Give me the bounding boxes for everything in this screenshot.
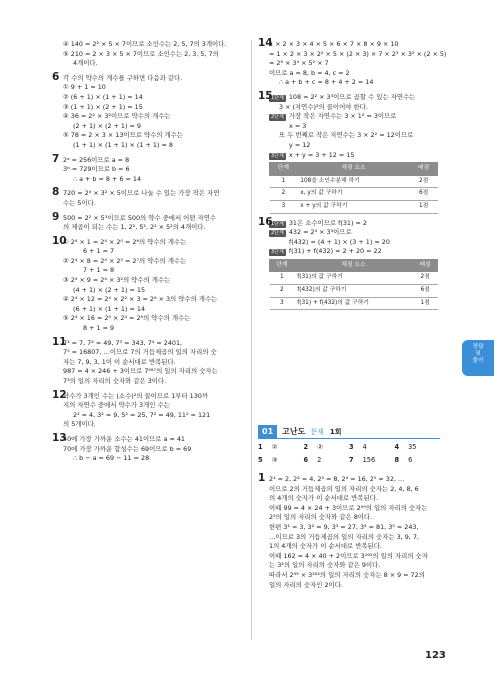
solution-line: 이므로 a = 8, b = 4, c = 2: [269, 68, 350, 77]
solution-line: 500 = 2² × 5³이므로 500의 약수 중에서 어떤 자연수: [63, 213, 217, 222]
right-column: [258, 37, 447, 315]
solution-line: f(31) + f(432) = 2 + 20 = 22: [288, 247, 382, 256]
step-badge: 2단계: [271, 230, 284, 237]
solution-line: f(432) = (4 + 1) × (3 + 1) = 20: [289, 237, 390, 246]
solution-line: 8 + 1 = 9: [83, 324, 115, 333]
section-round: 1회: [329, 427, 342, 436]
problem-16: [258, 215, 438, 311]
solution-line: 108 = 2² × 3³이므로 곱할 수 있는 자연수는: [288, 92, 416, 101]
table-cell: 1점: [410, 200, 438, 213]
solution-line: 7⁵ = 16807, …이므로 7의 거듭제곱의 일의 자리의 숫: [63, 348, 217, 357]
answer-item: [304, 454, 350, 467]
table-cell: x, y의 값 구하기: [297, 188, 409, 201]
solution-line: 7¹ = 7, 7² = 49, 7³ = 343, 7⁴ = 2401,: [63, 338, 183, 347]
table-row: [270, 188, 438, 201]
section-title: 고난도: [282, 427, 306, 436]
answer-number: 3: [349, 443, 354, 451]
solution-line: …이므로 3의 거듭제곱의 일의 자리의 숫자는 3, 9, 7,: [269, 532, 419, 541]
problem-15: [258, 89, 438, 214]
solution-line: 720 = 2⁴ × 3² × 5이므로 나눌 수 있는 가장 작은 자연: [63, 189, 220, 198]
solution-line: 3 × (자연수)²의 꼴이어야 한다.: [279, 102, 368, 111]
column-divider: [251, 40, 252, 640]
solution-line: ⑤ 78 = 2 × 3 × 13이므로 약수의 개수는: [63, 131, 184, 140]
problem-block: [52, 431, 248, 464]
table-header: 단계: [270, 163, 298, 176]
table-cell: 108을 소인수분해 하기: [297, 175, 409, 188]
answer-value: 2: [317, 456, 322, 464]
step-badge: 3단계: [271, 152, 284, 159]
problem-number: 9: [52, 210, 60, 223]
problem-number: 6: [52, 70, 60, 83]
answer-item: [395, 441, 441, 454]
table-row: [270, 175, 438, 188]
problem-number: 13: [52, 431, 67, 444]
solution-line: 1 × 2 × 3 × 4 × 5 × 6 × 7 × 8 × 9 × 10: [269, 40, 399, 48]
answer-item: [349, 441, 395, 454]
problem-number: 7: [52, 152, 60, 165]
answer-value: ②: [317, 443, 324, 451]
problem-block: [52, 40, 248, 69]
answer-item: [258, 441, 304, 454]
solution-line: 이때 99 = 4 × 24 + 3이므로 2⁹⁹의 일의 자리의 숫자는: [269, 503, 428, 512]
solution-line: 2² = 4, 3² = 9, 5² = 25, 7² = 49, 11² = 121: [73, 410, 211, 419]
solution-line: 의 5개이다.: [63, 420, 96, 429]
answer-item: [349, 454, 395, 467]
solution-line: ② (6 + 1) × (1 + 1) = 14: [63, 92, 143, 101]
solution-line: ④ 2⁴ × 12 = 2⁴ × 2² × 3 = 2⁶ × 3의 약수의 개수는: [63, 295, 218, 304]
problem-number: 11: [52, 335, 67, 348]
solution-line: 자는 7, 9, 3, 1이 이 순서대로 반복된다.: [63, 357, 176, 366]
solution-line: 7 + 1 = 8: [83, 266, 115, 275]
solution-line: 4개이다.: [73, 59, 98, 68]
solution-line: (1 + 1) × (1 + 1) × (1 + 1) = 8: [73, 140, 173, 149]
solution-line: ① 2⁴ × 1 = 2⁴ × 2⁰ = 2⁶의 약수의 개수는: [63, 237, 187, 246]
answer-value: ②: [271, 443, 278, 451]
table-cell: f(31)의 값 구하기: [294, 272, 413, 285]
solution-line: ⑤ 210 = 2 × 3 × 5 × 7이므로 소인수는 2, 3, 5, 7의: [63, 49, 219, 58]
step-badge: 1단계: [271, 220, 284, 227]
section-header: [258, 425, 440, 439]
problem-number: 15: [258, 89, 273, 102]
solution-line: 한편 3¹ = 3, 3² = 9, 3³ = 27, 3⁴ = 81, 3⁵ = 243,: [269, 522, 419, 531]
solution-line: ③ (1 + 1) × (2 + 1) = 15: [63, 102, 143, 111]
answer-number: 5: [258, 456, 263, 464]
table-header: 단계: [270, 259, 295, 272]
solution-line: = 2⁸ × 3⁴ × 5² × 7: [269, 59, 329, 68]
step-badge: 3단계: [271, 249, 284, 256]
scoring-table: [269, 162, 438, 213]
table-row: [270, 272, 438, 285]
difficulty-section: [258, 425, 440, 595]
solution-line: ① 9 + 1 = 10: [63, 83, 106, 92]
solution-line: 이때 162 = 4 × 40 + 2이므로 3¹⁶²의 일의 자리의 숫자: [269, 551, 428, 560]
solution-line: 수는 5이다.: [63, 198, 96, 207]
answer-side-tab[interactable]: [462, 340, 494, 376]
table-cell: 6점: [413, 285, 438, 298]
table-row: [270, 297, 438, 310]
table-row: [270, 285, 438, 298]
side-tab-label: 및: [475, 351, 481, 357]
problem-number: 10: [52, 234, 67, 247]
problem-number: 14: [258, 37, 273, 49]
step-badge: 2단계: [271, 114, 284, 121]
solution-line: = 1 × 2 × 3 × 2² × 5 × (2 × 3) × 7 × 2³ × 3² × (2 × 5): [269, 49, 447, 58]
problem-14: [258, 37, 447, 88]
solution-line: (4 + 1) × (2 + 1) = 15: [73, 285, 146, 294]
answer-number: 7: [349, 456, 354, 464]
solution-line: 6 + 1 = 7: [83, 247, 115, 256]
answer-item: [304, 441, 350, 454]
table-cell: f(31) + f(432)의 값 구하기: [294, 297, 413, 310]
solution-line: 지의 자연수 중에서 약수가 3개인 수는: [63, 401, 170, 410]
solution-line: 따라서 2⁹⁹ × 3¹⁶²의 일의 자리의 숫자는 8 × 9 = 72의: [269, 570, 425, 579]
solution-line: 약수가 3개인 수는 (소수)²의 꼴이므로 1부터 130까: [63, 391, 209, 400]
answer-number: 4: [394, 443, 400, 451]
table-cell: f(432)의 값 구하기: [294, 285, 413, 298]
solution-line: ⑤ 2⁴ × 16 = 2⁴ × 2⁴ = 2⁸의 약수의 개수는: [63, 314, 191, 323]
solution-line: x + y = 3 + 12 = 15: [288, 150, 355, 159]
solution-line: 2¹ = 2, 2² = 4, 2³ = 8, 2⁴ = 16, 2⁵ = 32, …: [269, 475, 405, 483]
problem-number: 1: [258, 472, 266, 484]
table-header: 채점 요소: [294, 259, 413, 272]
solution-line: 각 수의 약수의 개수를 구하면 다음과 같다.: [63, 73, 183, 82]
answer-value: 156: [362, 456, 376, 464]
solution-line: 70에 가장 가까운 합성수는 69이므로 b = 69: [63, 444, 192, 453]
solution-line: 987 = 4 × 246 + 3이므로 7⁹⁸⁷의 일의 자리의 숫자는: [63, 367, 218, 376]
solution-line: 일의 자리의 숫자인 2이다.: [269, 580, 343, 589]
table-row: [270, 200, 438, 213]
solution-line: ∴ a + b + c = 8 + 4 + 2 = 14: [279, 78, 374, 87]
table-header: 배점: [413, 259, 438, 272]
problem-number: 12: [52, 388, 67, 401]
solution-line: 3ᵇ = 729이므로 b = 6: [63, 165, 130, 174]
answer-number: 2: [303, 443, 309, 451]
answer-number: 6: [303, 456, 309, 464]
table-cell: 2: [270, 188, 298, 201]
answer-item: [395, 454, 441, 467]
solution-line: (6 + 1) × (1 + 1) = 14: [73, 304, 146, 313]
table-header: 채점 요소: [297, 163, 409, 176]
solution-line: 또 두 번째로 작은 자연수는 3 × 2² = 12이므로: [279, 131, 414, 140]
answer-value: 6: [408, 456, 413, 464]
solution-line: 40에 가장 가까운 소수는 41이므로 a = 41: [63, 434, 185, 443]
table-cell: x + y의 값 구하기: [297, 200, 409, 213]
solution-line: y = 12: [289, 140, 311, 149]
solution-line: ∴ b − a = 69 − 11 = 28: [73, 454, 150, 463]
solution-line: ② 2⁴ × 8 = 2⁴ × 2³ = 2⁷의 약수의 개수는: [63, 256, 187, 265]
answer-value: ③: [271, 456, 278, 464]
table-cell: 1점: [413, 297, 438, 310]
table-cell: 2점: [413, 272, 438, 285]
table-cell: 1: [270, 272, 295, 285]
problem-number: 16: [258, 215, 273, 228]
solution-line: x = 3: [289, 121, 307, 130]
side-tab-label: 정답: [472, 344, 484, 350]
table-cell: 1: [270, 175, 298, 188]
left-column: [52, 40, 248, 469]
problem-block: [52, 152, 248, 185]
problem-block: [52, 186, 248, 208]
solution-line: ④ 36 = 2² × 3²이므로 약수의 개수는: [63, 112, 171, 121]
problem-block: [52, 210, 248, 233]
answer-item: [258, 454, 304, 467]
table-cell: 3: [270, 297, 295, 310]
problem-block: [52, 234, 248, 334]
problem-block: [52, 70, 248, 151]
table-cell: 6점: [410, 188, 438, 201]
solution-line: 가장 작은 자연수는 3 × 1² = 3이므로: [288, 112, 397, 121]
step-badge: 1단계: [271, 94, 284, 101]
table-cell: 2점: [410, 175, 438, 188]
problem-number: 8: [52, 186, 60, 199]
side-tab-label: 풀이: [472, 358, 484, 364]
solution-line: 의 4개의 숫자가 이 순서대로 반복된다.: [269, 494, 378, 503]
solution-line: 7³의 일의 자리의 숫자와 같은 3이다.: [63, 377, 167, 385]
solution-line: 의 제곱이 되는 수는 1, 2², 5², 2² × 5²의 4개이다.: [63, 223, 206, 232]
solution-line: 는 3²의 일의 자리의 숫자와 같은 9이다.: [269, 561, 381, 570]
solution-line: ③ 2⁴ × 9 = 2⁴ × 3²의 약수의 개수는: [63, 276, 171, 285]
solution-line: ∴ a + b = 8 + 6 = 14: [73, 174, 142, 183]
table-cell: 3: [270, 200, 298, 213]
table-cell: 2: [270, 285, 295, 298]
answer-number: 1: [258, 443, 263, 451]
solution-line: 2³의 일의 자리의 숫자와 같은 8이다.: [269, 513, 373, 522]
solution-line: 1의 4개의 숫자가 이 순서대로 반복된다.: [269, 542, 382, 551]
problem-block: [52, 335, 248, 387]
page-number: 123: [425, 650, 446, 661]
solution-line: (2 + 1) × (2 + 1) = 9: [73, 121, 141, 130]
solution-line: 31은 소수이므로 f(31) = 2: [288, 218, 367, 227]
section-subtitle: 문제: [310, 427, 324, 436]
answer-grid: [258, 441, 440, 467]
answer-value: 4: [362, 443, 367, 451]
solution-line: 2ᵃ = 256이므로 a = 8: [63, 155, 130, 164]
problem-1: [258, 472, 440, 590]
solution-line: ④ 140 = 2² × 5 × 7이므로 소인수는 2, 5, 7의 3개이다.: [63, 40, 227, 48]
section-number: 01: [258, 425, 277, 438]
problem-block: [52, 388, 248, 430]
solution-line: 이므로 2의 거듭제곱의 일의 자리의 숫자는 2, 4, 8, 6: [269, 484, 419, 493]
answer-value: 35: [408, 443, 417, 451]
scoring-table: [269, 259, 438, 310]
table-header: 배점: [410, 163, 438, 176]
answer-number: 8: [394, 456, 400, 464]
solution-line: 432 = 2⁴ × 3³이므로: [288, 228, 352, 237]
